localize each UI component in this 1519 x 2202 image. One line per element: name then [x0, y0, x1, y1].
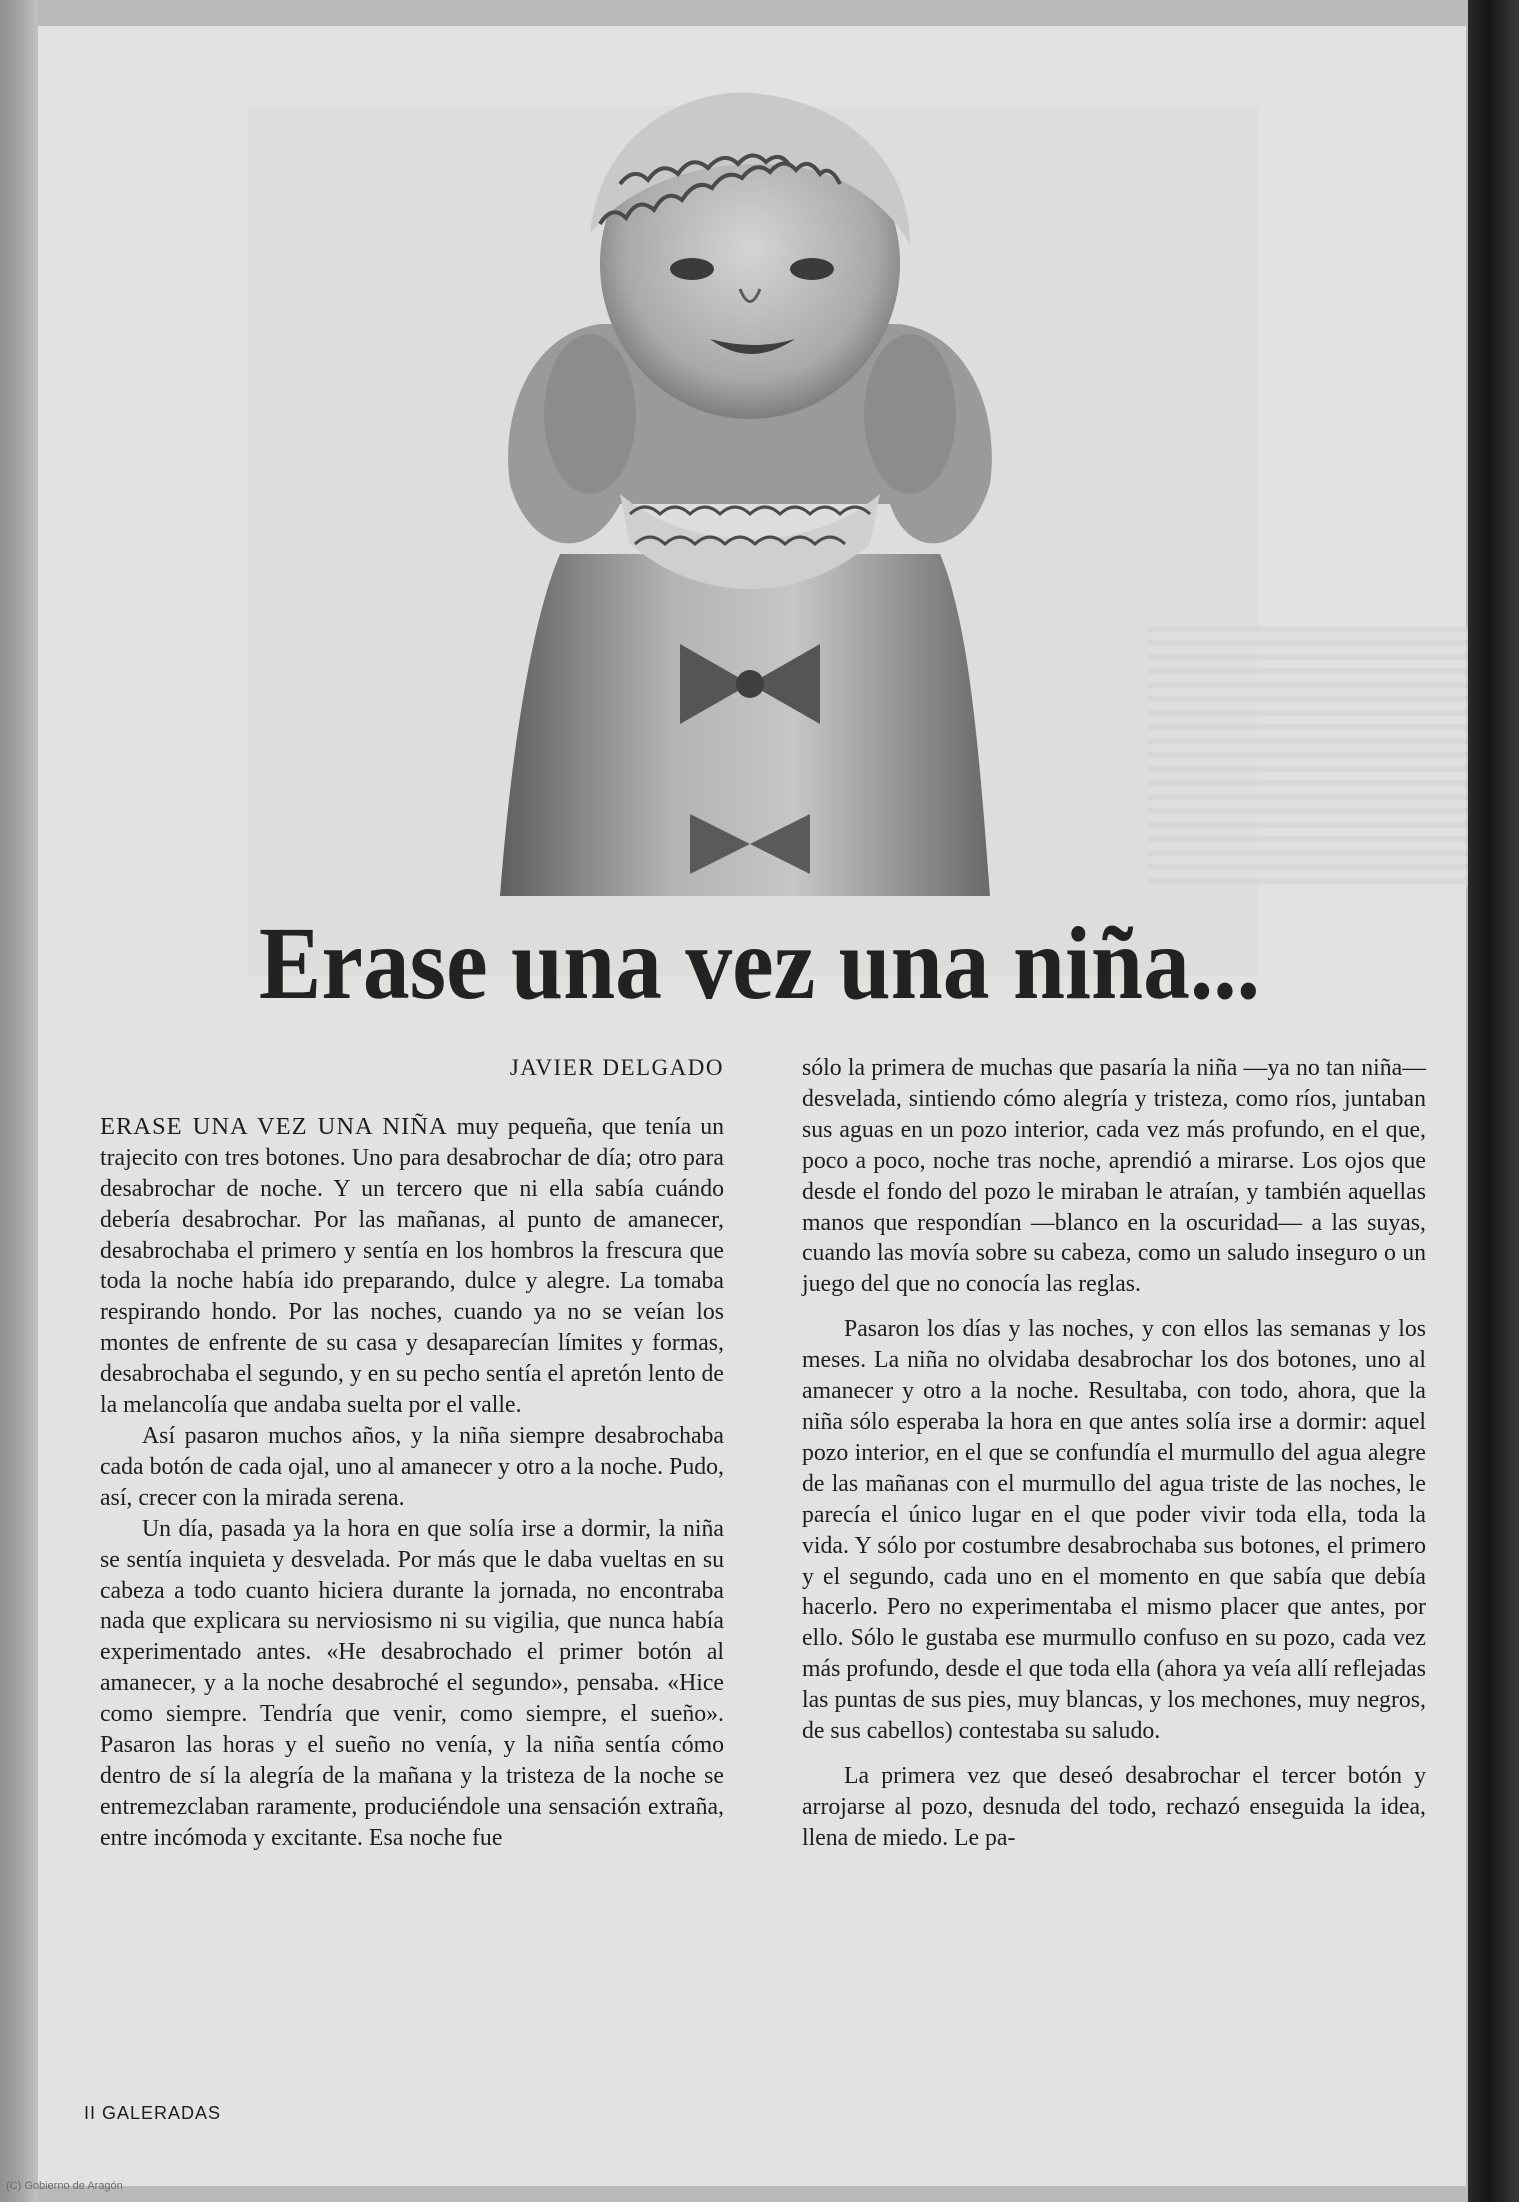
article-column-left — [100, 1053, 724, 1854]
paragraph-6: La primera vez que deseó desabrochar el tercer botón y arrojarse al pozo, desnuda del todo, rechazó enseguida la idea, llena de miedo. Le pa- — [802, 1762, 1426, 1851]
lead-paragraph — [100, 1112, 724, 1421]
baby-illustration — [470, 84, 1030, 896]
article-title: Erase una vez una niña... — [258, 906, 1261, 1021]
paragraph-3: Un día, pasada ya la hora en que solía irse a dormir, la niña se sentía inquieta y desvelada. Por más que le daba vueltas en su cabeza a todo cuanto hiciera durante la jornada, no encontraba nada que explicara su nerviosismo ni su vigilia, que nunca había experimentado antes. «He desabrochado el primer botón al amanecer, y a la noche desabroché el segundo», pensaba. «Hice como siempre. Tendría que venir, como siempre, el sueño». Pasaron las horas y el sueño no venía, y la niña sentía cómo dentro de sí la alegría de la mañana y la tristeza de la noche se entremezclaban raramente, produciéndole una sensación extraña, entre incómoda y excitante. Esa noche fue — [100, 1515, 724, 1851]
lead-caps: ERASE UNA VEZ UNA NIÑA — [100, 1112, 448, 1140]
paragraph-2: Así pasaron muchos años, y la niña siempre desabrochaba cada botón de cada ojal, uno al amanecer y otro a la noche. Pudo, así, crecer con la mirada serena. — [100, 1422, 724, 1511]
paragraph-4: sólo la primera de muchas que pasaría la niña —ya no tan niña— desvelada, sintiendo cómo alegría y tristeza, como ríos, juntaban sus aguas en un pozo interior, cada vez más profundo, en el que, poco a poco, noche tras noche, aprendió a mirarse. Los ojos que desde el fondo del pozo le miraban le atraían, y también aquellas manos que respondían —blanco en la oscuridad— a las suyas, cuando las movía sobre su cabeza, como un saludo inseguro o un juego del que no conocía las reglas. — [802, 1055, 1426, 1298]
page-folio: II GALERADAS — [84, 2103, 222, 2123]
article-column-right — [802, 1053, 1426, 1854]
lead-text: muy pequeña, que tenía un trajecito con tres botones. Uno para desabrochar de día; otro para desabrochar de noche. Y un tercero que ni ella sabía cuándo debería desabrochar. Por las mañanas, al punto de amanecer, desabrochaba el primero y sentía en los hombros la frescura que toda la noche había ido preparando, dulce y alegre. La tomaba respirando hondo. Por las noches, cuando ya no se veían los montes de enfrente de su casa y desaparecían límites y formas, desabrochaba el segundo, y en su pecho sentía el apretón lento de la melancolía que andaba suelta por el valle. — [100, 1113, 725, 1419]
scan-right-binding — [1468, 0, 1519, 2202]
copyright-watermark: (C) Gobierno de Aragón — [6, 2180, 123, 2192]
paragraph-5: Pasaron los días y las noches, y con ellos las semanas y los meses. La niña no olvidaba desabrochar los dos botones, uno al amanecer y otro a la noche. Resultaba, con todo, ahora, que la niña sólo esperaba la hora en que antes solía irse a dormir: aquel pozo interior, en el que se confundía el murmullo del agua alegre de las mañanas con el murmullo del agua triste de las noches, le parecía el único lugar en el que poder vivir toda ella, toda la vida. Y sólo por costumbre desabrochaba sus botones, el primero y el segundo, cada uno en el momento en que sabía que debía hacerlo. Pero no experimentaba el mismo placer que antes, por ello. Sólo le gustaba ese murmullo confuso en su pozo, cada vez más profundo, desde el que toda ella (ahora ya veía allí reflejadas las puntas de sus pies, muy blancas, y los mechones, muy negros, de sus cabellos) contestaba su saludo. — [802, 1316, 1426, 1745]
bleed-through-text — [1148, 626, 1468, 886]
author-byline: JAVIER DELGADO — [509, 1055, 724, 1080]
scan-left-margin — [0, 0, 38, 2202]
